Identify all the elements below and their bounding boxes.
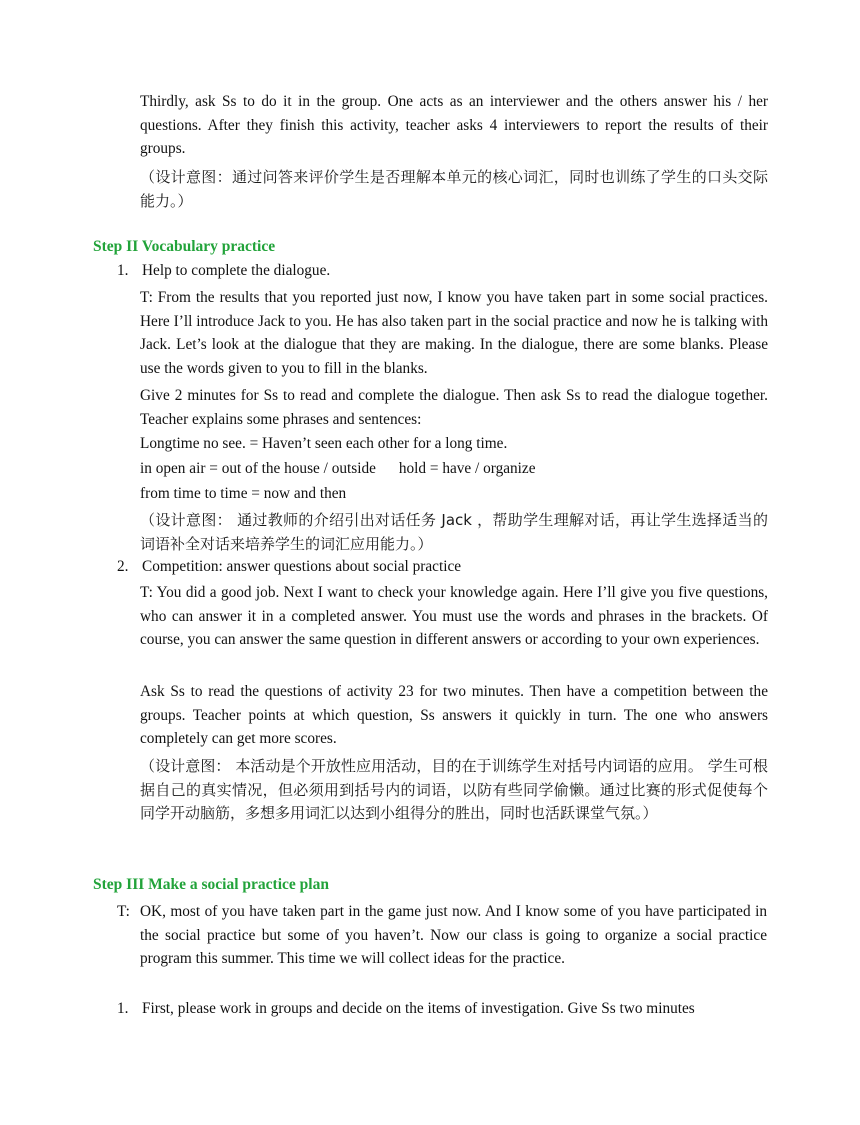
step-2-item-1-teacher-text: T: From the results that you reported just now, I know you have taken part in some social practices. Here I’ll introduce Jack to you. He has also taken part in the social practice and now he is talking with Jack. Let’s look at the dialogue that they are making. In the dialogue, there are some blanks. Please use the words given to you to fill in the blanks. <box>140 289 768 377</box>
step-2-item-2-number: 2. <box>117 558 129 575</box>
design-intent-note-1: （设计意图：通过问答来评价学生是否理解本单元的核心词汇，同时也训练了学生的口头交际能力。） <box>140 168 768 210</box>
step-2-item-2-ask-text: Ask Ss to read the questions of activity 23 for two minutes. Then have a competition between the groups. Teacher points at which question, Ss answers it quickly in turn. The one who answers completely can get more scores. <box>140 683 768 747</box>
phrase-line-3: from time to time = now and then <box>140 485 347 502</box>
thirdly-paragraph: Thirdly, ask Ss to do it in the group. One acts as an interviewer and the others answer his / her questions. After they finish this activity, teacher asks 4 interviewers to report the results of their groups. <box>140 93 768 157</box>
step-2-item-1-title: Help to complete the dialogue. <box>142 262 331 279</box>
design-intent-note-2: （设计意图： 通过教师的介绍引出对话任务 Jack ，帮助学生理解对话，再让学生选择适当的词语补全对话来培养学生的词汇应用能力。） <box>140 511 768 553</box>
step-3-teacher-text-content: OK, most of you have taken part in the game just now. And I know some of you have participated in the social practice but some of you haven’t. Now our class is going to organize a social practice program this summer. This time we will collect ideas for the practice. <box>140 903 767 967</box>
step-2-item-2-title: Competition: answer questions about social practice <box>142 558 462 575</box>
step-2-heading: Step II Vocabulary practice <box>93 238 276 255</box>
step-2-item-1-give-text: Give 2 minutes for Ss to read and complete the dialogue. Then ask Ss to read the dialogue together. Teacher explains some phrases and sentences: <box>140 387 768 428</box>
phrase-line-1: Longtime no see. = Haven’t seen each other for a long time. <box>140 435 508 452</box>
design-intent-note-3: （设计意图： 本活动是个开放性应用活动，目的在于训练学生对括号内词语的应用。 学生可根据自己的真实情况，但必须用到括号内的词语，以防有些同学偷懒。通过比赛的形式促使每个同学开动脑筋，多想多用词汇以达到小组得分的胜出，同时也活跃课堂气氛。） <box>140 757 768 822</box>
step-3-item-1-text: First, please work in groups and decide on the items of investigation. Give Ss two minutes <box>142 1000 695 1017</box>
step-2-item-2-teacher-text: T: You did a good job. Next I want to check your knowledge again. Here I’ll give you five questions, who can answer it in a completed answer. You must use the words and phrases in the brackets. Of course, you can answer the same question in different answers or according to your own experiences. <box>140 584 768 648</box>
step-3-item-1-number: 1. <box>117 1000 129 1017</box>
step-2-item-1-number: 1. <box>117 262 129 279</box>
phrase-line-2: in open air = out of the house / outside hold = have / organize <box>140 460 536 477</box>
step-3-teacher-label: T: <box>117 903 130 920</box>
step-3-teacher-text <box>140 900 767 971</box>
step-3-heading: Step III Make a social practice plan <box>93 876 329 893</box>
